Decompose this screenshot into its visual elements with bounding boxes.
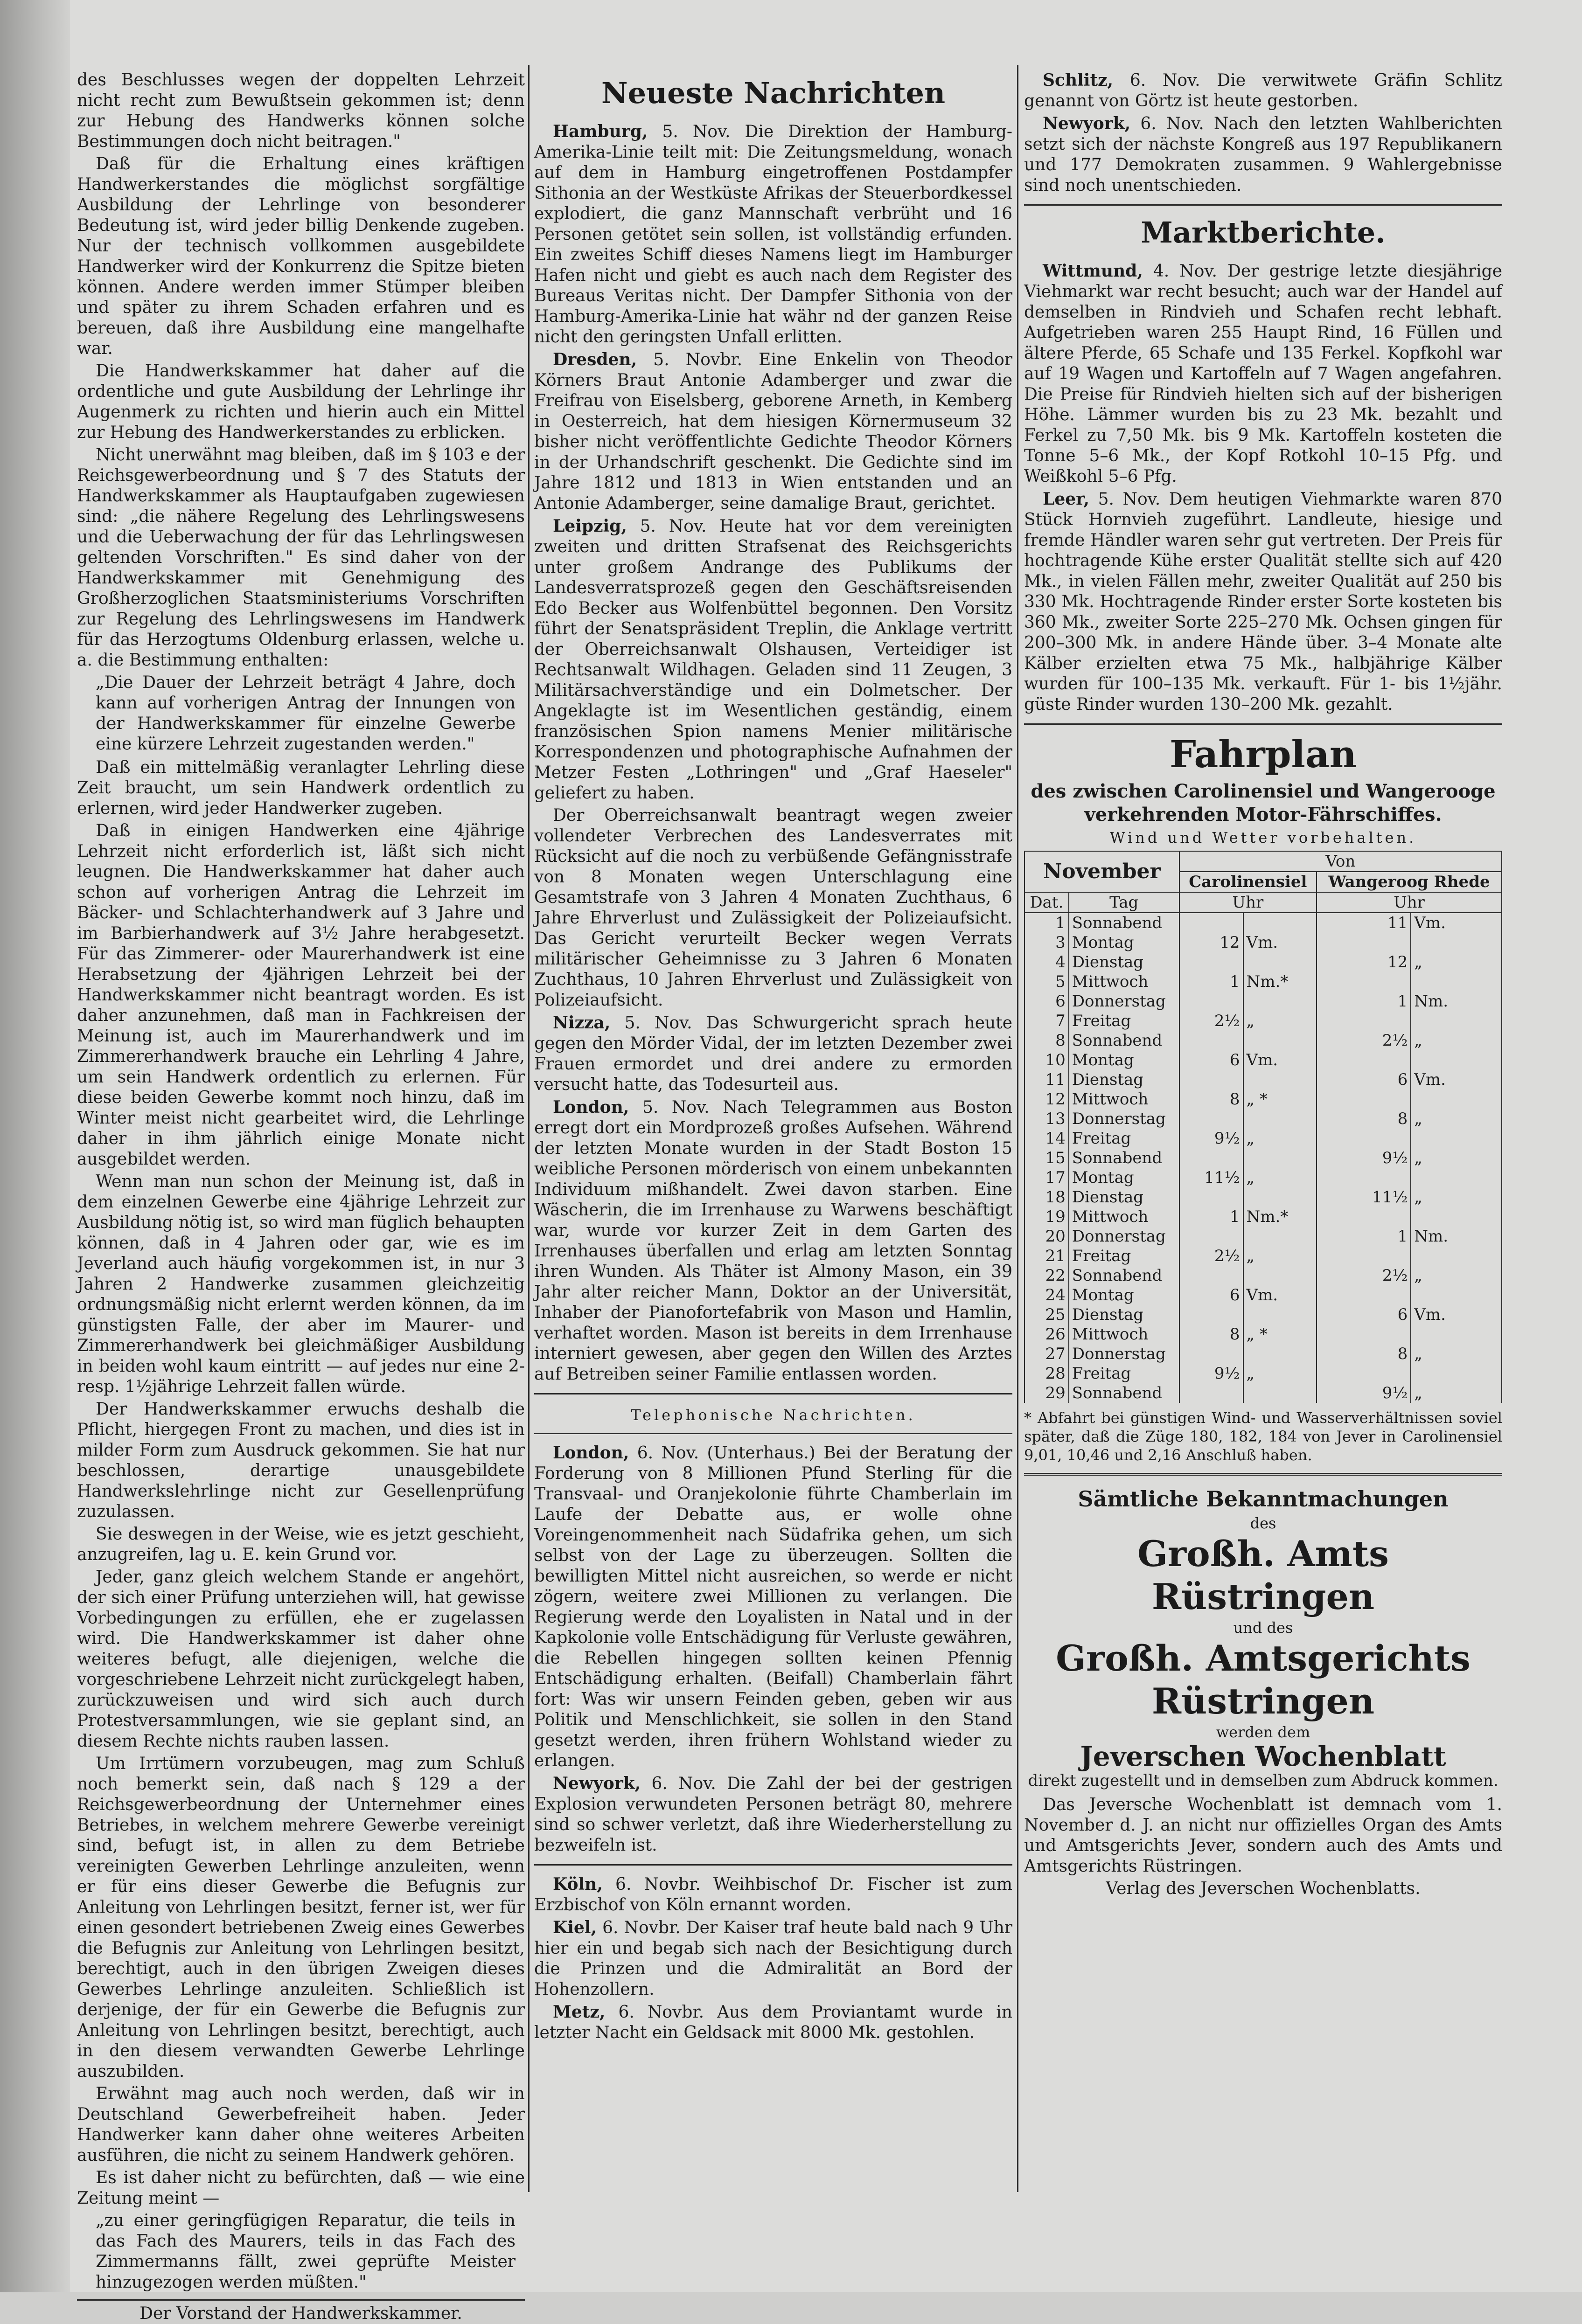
divider [534, 1433, 1012, 1434]
fahrplan-row [1024, 952, 1502, 972]
divider [1024, 723, 1502, 725]
section-title-news: Neueste Nachrichten [601, 76, 946, 110]
row-date: 27 [1024, 1344, 1069, 1364]
carolinensiel-header: Carolinensiel [1179, 872, 1317, 892]
row-day: Freitag [1069, 1129, 1179, 1148]
row-caro-time [1179, 1031, 1243, 1050]
row-caro-time: 9½ [1179, 1129, 1243, 1148]
row-day: Mittwoch [1069, 972, 1179, 992]
row-caro-time: 2½ [1179, 1011, 1243, 1031]
market-text: 5. Nov. Dem heutigen Viehmarkte waren 870 Stück Hornvieh zugeführt. Landleute, hiesige und fremde Händler waren sehr gut vertreten. Der Preis für hochtragende Kühe erster Qualität stellte sich auf 420 Mk., in vielen Fällen mehr, zweiter Qualität auf 250 bis 330 Mk. Hochtragende Rinder erster Sorte kosteten bis 360 Mk., zweiter Sorte 225–270 Mk. Ochsen gingen für 200–300 Mk. in andere Hände über. 3–4 Monate alte Kälber erzielten etwa 75 Mk., halbjährige Kälber wurden für 100–135 Mk. verkauft. Für 1- bis 1½jähr. güste Rinder wurden 130–200 Mk. gezahlt. [1024, 490, 1502, 714]
row-day: Dienstag [1069, 1070, 1179, 1089]
row-caro-unit: „ [1243, 1168, 1317, 1187]
row-day: Freitag [1069, 1246, 1179, 1266]
fahrplan-row [1024, 1129, 1502, 1148]
row-caro-unit [1243, 1109, 1317, 1129]
row-wang-unit: Nm. [1411, 1227, 1502, 1246]
fahrplan-row [1024, 913, 1502, 933]
news-item [534, 805, 1012, 1011]
row-date: 12 [1024, 1089, 1069, 1109]
dateline-place: Metz, [553, 2002, 606, 2022]
paragraph: Daß in einigen Handwerken eine 4jährige Lehrzeit nicht erforderlich ist, läßt sich nicht leugnen. Die Handwerkskammer hat daher auch schon auf vorherigen Antrag die Lehrzeit im Bäcker- und Schlachterhandwerk auf 3 Jahre und im Barbierhandwerk auf 3½ Jahre herabgesetzt. Für das Zimmerer- oder Maurerhandwerk ist eine Herabsetzung der 4jährigen Lehrzeit bei der Handwerkskammer nicht beantragt worden. Es ist daher anzunehmen, daß man in Fachkreisen der Meinung ist, auch im Maurerhandwerk und im Zimmererhandwerk brauche ein Lehrling 4 Jahre, um sein Handwerk ordentlich zu erlernen. Für diese beiden Gewerbe kommt noch hinzu, daß im Winter meist nicht gearbeitet wird, die Lehrlinge daher in ihm jährlich einige Monate nicht ausgebildet werden. [77, 821, 525, 1169]
row-day: Donnerstag [1069, 1344, 1179, 1364]
row-caro-time: 6 [1179, 1050, 1243, 1070]
row-wang-unit: „ [1411, 1266, 1502, 1285]
row-caro-time [1179, 1344, 1243, 1364]
row-date: 17 [1024, 1168, 1069, 1187]
fahrplan-row [1024, 1031, 1502, 1050]
row-date: 10 [1024, 1050, 1069, 1070]
paragraph: des Beschlusses wegen der doppelten Lehrzeit nicht recht zum Bewußtsein gekommen ist; denn zur Hebung des Handwerks können solche Bestimmungen doch nicht beitragen." [77, 70, 525, 151]
row-caro-unit [1243, 1070, 1317, 1089]
row-day: Montag [1069, 1168, 1179, 1187]
row-day: Dienstag [1069, 1187, 1179, 1207]
dateline-place: Kiel, [553, 1918, 597, 1937]
row-date: 28 [1024, 1364, 1069, 1383]
row-wang-time: 12 [1317, 952, 1411, 972]
quotation: „Die Dauer der Lehrzeit beträgt 4 Jahre, doch kann auf vorherigen Antrag der Innungen von der Handwerkskammer für einzelne Gewerbe eine kürzere Lehrzeit zugestanden werden." [96, 673, 516, 754]
fahrplan-row [1024, 992, 1502, 1011]
row-wang-unit [1411, 972, 1502, 992]
row-caro-unit: „ * [1243, 1089, 1317, 1109]
announcement-verlag: Verlag des Jeverschen Wochenblatts. [1106, 1879, 1421, 1898]
fahrplan-subtitle-2: verkehrenden Motor-Fährschiffes. [1084, 804, 1442, 826]
paragraph: Wenn man nun schon der Meinung ist, daß in dem einzelnen Gewerbe eine 4jährige Lehrzeit zur Ausbildung nötig ist, so wird man füglich behaupten können, daß in 4 Jahren oder gar, wie es im Jeverland auch häufig vorgekommen ist, in nur 3 Jahren 2 Handwerke zusammen gleichzeitig ordnungsmäßig nicht erlernt werden können, da im günstigsten Falle, der aber im Maurer- und Zimmererhandwerk bei gleichmäßiger Ausbildung in beiden wohl kaum eintritt — auf jedes nur eine 2- resp. 1½jährige Lehrzeit fallen würde. [77, 1172, 525, 1396]
column-left [77, 70, 525, 2323]
fahrplan-row [1024, 1109, 1502, 1129]
row-caro-unit [1243, 1383, 1317, 1403]
row-day: Donnerstag [1069, 1227, 1179, 1246]
row-caro-unit: Nm.* [1243, 972, 1317, 992]
row-day: Sonnabend [1069, 1148, 1179, 1168]
row-caro-time [1179, 1187, 1243, 1207]
row-wang-unit [1411, 1207, 1502, 1227]
row-date: 26 [1024, 1325, 1069, 1344]
news-text: 5. Nov. Nach Telegrammen aus Boston erregt dort ein Mordprozeß großes Aufsehen. Während der letzten Monate wurden in der Stadt Boston 15 weibliche Personen mörderisch von einem unbekannten Individuum mißhandelt. Zwei davon starben. Eine Wäscherin, die im Irrenhause zu Warwens beschäftigt war, wurde vor kurzer Zeit in dem Garten des Irrenhauses überfallen und erlag am letzten Sonntag ihren Wunden. Als Thäter ist Almony Mason, ein 39 Jahr alter reicher Mann, Doktor an der Universität, Inhaber der Pianofortefabrik von Mason und Hamlin, verhaftet worden. Mason ist bereits in dem Irrenhause interniert gewesen, aber gegen den Willen des Arztes auf Betreiben seiner Familie entlassen worden. [534, 1098, 1012, 1384]
row-wang-unit: Vm. [1411, 913, 1502, 933]
row-caro-unit: „ * [1243, 1325, 1317, 1344]
fahrplan-row [1024, 1011, 1502, 1031]
day-header: Tag [1069, 892, 1179, 913]
news-text: Der Oberreichsanwalt beantragt wegen zweier vollendeter Verbrechen des Landesverrates mit Rücksicht auf die noch zu verbüßende Gefängnisstrafe von 8 Monaten wegen Unterschlagung eine Gesamtstrafe von 3 Jahren 4 Monaten Zuchthaus, 6 Jahre Ehrverlust und Zulässigkeit der Polizeiaufsicht. Das Gericht verurteilt Becker wegen Verrats militärischer Geheimnisse zu 3 Jahren 6 Monaten Zuchthaus, 10 Jahren Ehrverlust und Zulässigkeit von Polizeiaufsicht. [534, 806, 1012, 1010]
wangeroog-header: Wangeroog Rhede [1317, 872, 1502, 892]
fahrplan-subtitle-1: des zwischen Carolinensiel und Wangerooge [1031, 780, 1496, 802]
row-wang-unit [1411, 1168, 1502, 1187]
paragraph: Es ist daher nicht zu befürchten, daß — wie eine Zeitung meint — [77, 2168, 525, 2208]
fahrplan-row [1024, 1344, 1502, 1364]
row-caro-unit: „ [1243, 1011, 1317, 1031]
row-caro-time [1179, 1305, 1243, 1325]
fahrplan-row [1024, 1227, 1502, 1246]
dateline-place: London, [553, 1097, 629, 1117]
row-caro-unit [1243, 1266, 1317, 1285]
row-caro-unit: Vm. [1243, 933, 1317, 952]
fahrplan-row [1024, 1305, 1502, 1325]
paragraph: Daß ein mittelmäßig veranlagter Lehrling diese Zeit braucht, um sein Handwerk ordentlich zu erlernen, wird jeder Handwerker zugeben. [77, 758, 525, 818]
news-item [534, 1097, 1012, 1385]
row-day: Montag [1069, 933, 1179, 952]
row-wang-unit [1411, 1285, 1502, 1305]
news-item [534, 349, 1012, 514]
news-text: 6. Novbr. Der Kaiser traf heute bald nach 9 Uhr hier ein und begab sich nach der Besichtigung durch die Prinzen und die Admiralität an Bord der Hohenzollern. [534, 1918, 1012, 1999]
row-wang-time: 6 [1317, 1070, 1411, 1089]
row-wang-time [1317, 1089, 1411, 1109]
row-day: Mittwoch [1069, 1089, 1179, 1109]
announcement-amt: Großh. Amts Rüstringen [1137, 1533, 1389, 1617]
row-caro-unit [1243, 952, 1317, 972]
row-wang-time: 9½ [1317, 1383, 1411, 1403]
divider [534, 1864, 1012, 1866]
fahrplan-footnote: * Abfahrt bei günstigen Wind- und Wasserverhältnissen soviel später, daß die Züge 180, 182, 184 von Jever in Carolinensiel 9,01, 10,46 und 2,16 Anschluß haben. [1024, 1409, 1502, 1464]
row-wang-unit [1411, 1364, 1502, 1383]
row-wang-time [1317, 1050, 1411, 1070]
row-caro-time [1179, 913, 1243, 933]
dateline-place: Leer, [1043, 489, 1090, 509]
announcement-block [1024, 1484, 1502, 1899]
news-item [534, 1443, 1012, 1771]
fahrplan-row [1024, 1285, 1502, 1305]
row-wang-unit [1411, 1129, 1502, 1148]
date-header: Dat. [1024, 892, 1069, 913]
row-caro-time: 12 [1179, 933, 1243, 952]
row-caro-unit [1243, 913, 1317, 933]
row-day: Freitag [1069, 1364, 1179, 1383]
row-caro-unit [1243, 1305, 1317, 1325]
row-wang-time [1317, 972, 1411, 992]
signature-line: Der Vorstand der Handwerkskammer. [77, 2299, 525, 2324]
row-wang-time: 8 [1317, 1344, 1411, 1364]
row-wang-unit [1411, 933, 1502, 952]
from-header: Von [1179, 851, 1502, 872]
row-caro-time [1179, 1227, 1243, 1246]
announcement-werden: werden dem [1216, 1723, 1310, 1741]
market-item [1024, 261, 1502, 487]
column-rule-2 [1017, 65, 1018, 2192]
page-gutter-shadow [0, 0, 70, 2292]
fahrplan-row [1024, 1089, 1502, 1109]
row-wang-time [1317, 1285, 1411, 1305]
row-wang-time [1317, 1011, 1411, 1031]
announcement-body: Das Jeversche Wochenblatt ist demnach vom 1. November d. J. an nicht nur offizielles Organ des Amts und Amtsgerichts Jever, sondern auch des Amts und Amtsgerichts Rüstringen. [1024, 1795, 1502, 1876]
row-date: 5 [1024, 972, 1069, 992]
announcement-und-des: und des [1233, 1619, 1293, 1637]
column-rule-1 [528, 65, 530, 2192]
news-item [534, 1874, 1012, 1915]
row-wang-time [1317, 1207, 1411, 1227]
row-date: 29 [1024, 1383, 1069, 1403]
row-day: Montag [1069, 1050, 1179, 1070]
row-wang-time: 9½ [1317, 1148, 1411, 1168]
row-wang-unit [1411, 1325, 1502, 1344]
row-caro-time [1179, 952, 1243, 972]
announcement-direkt: direkt zugestellt und in demselben zum Abdruck kommen. [1028, 1771, 1498, 1790]
news-item [534, 1013, 1012, 1095]
news-item [1024, 70, 1502, 111]
row-caro-time: 1 [1179, 972, 1243, 992]
row-date: 3 [1024, 933, 1069, 952]
row-caro-unit: „ [1243, 1364, 1317, 1383]
row-caro-time: 9½ [1179, 1364, 1243, 1383]
row-caro-unit [1243, 1031, 1317, 1050]
row-date: 21 [1024, 1246, 1069, 1266]
market-text: 4. Nov. Der gestrige letzte diesjährige Viehmarkt war recht besucht; auch war der Handel auf demselben in Rindvieh und Schafen recht lebhaft. Aufgetrieben waren 255 Haupt Rind, 16 Füllen und ältere Pferde, 65 Schafe und 135 Ferkel. Kopfkohl war auf 19 Wagen und Kartoffeln auf 7 Wagen angefahren. Die Preise für Rindvieh hielten sich auf der bisherigen Höhe. Lämmer wurden bis zu 23 Mk. bezahlt und Ferkel zu 7,50 Mk. bis 9 Mk. Kartoffeln kosteten die Tonne 5–6 Mk., der Kopf Rotkohl 10–15 Pfg. und Weißkohl 5–6 Pfg. [1024, 262, 1503, 486]
news-item [534, 1773, 1012, 1856]
fahrplan-row [1024, 1266, 1502, 1285]
fahrplan-row [1024, 1070, 1502, 1089]
fahrplan-block [1024, 733, 1502, 1464]
row-caro-unit [1243, 1187, 1317, 1207]
row-wang-time: 8 [1317, 1109, 1411, 1129]
row-wang-time: 1 [1317, 992, 1411, 1011]
news-text: 6. Nov. Die verwitwete Gräfin Schlitz genannt von Görtz ist heute gestorben. [1024, 71, 1502, 111]
section-title-telephone: Telephonische Nachrichten. [631, 1406, 916, 1424]
row-date: 8 [1024, 1031, 1069, 1050]
paragraph: Der Handwerkskammer erwuchs deshalb die Pflicht, hiergegen Front zu machen, und dies ist in milder Form zum Ausdruck gekommen. Sie hat nur beschlossen, derartige unausgebildete Handwerkslehrlinge nicht zur Gesellenprüfung zuzulassen. [77, 1400, 525, 1521]
row-caro-unit [1243, 1148, 1317, 1168]
row-caro-unit: Nm.* [1243, 1207, 1317, 1227]
row-day: Montag [1069, 1285, 1179, 1305]
row-caro-time: 1 [1179, 1207, 1243, 1227]
news-text: 6. Novbr. Aus dem Proviantamt wurde in letzter Nacht ein Geldsack mit 8000 Mk. gestohlen. [534, 2003, 1012, 2042]
row-day: Donnerstag [1069, 992, 1179, 1011]
paragraph: Sie deswegen in der Weise, wie es jetzt geschieht, anzugreifen, lag u. E. kein Grund vor. [77, 1525, 525, 1564]
row-date: 20 [1024, 1227, 1069, 1246]
fahrplan-title: Fahrplan [1170, 732, 1357, 776]
row-caro-time [1179, 1148, 1243, 1168]
row-date: 1 [1024, 913, 1069, 933]
row-date: 14 [1024, 1129, 1069, 1148]
row-caro-time [1179, 992, 1243, 1011]
row-date: 25 [1024, 1305, 1069, 1325]
paragraph: Um Irrtümern vorzubeugen, mag zum Schluß noch bemerkt sein, daß nach § 129 a der Reichsgewerbeordnung der Unternehmer eines Betriebes, in welchem mehrere Gewerbe vereinigt sind, befugt ist, in allen zu dem Betriebe vereinigten Gewerben Lehrlinge anzuleiten, wenn er für eins dieser Gewerbe die Befugnis zur Anleitung von Lehrlingen besitzt, ferner ist, wer für einen gesondert betriebenen Zweig eines Gewerbes die Befugnis zur Anleitung von Lehrlingen besitzt, berechtigt, auch in den übrigen Zweigen dieses Gewerbes Lehrlinge anzuleiten. Schließlich ist derjenige, der für ein Gewerbe die Befugnis zur Anleitung von Lehrlingen besitzt, berechtigt, auch in den diesem verwandten Gewerbe Lehrlinge auszubilden. [77, 1754, 525, 2081]
divider [534, 1393, 1012, 1394]
row-date: 13 [1024, 1109, 1069, 1129]
row-day: Mittwoch [1069, 1325, 1179, 1344]
row-wang-unit [1411, 1246, 1502, 1266]
row-caro-unit: Vm. [1243, 1050, 1317, 1070]
fahrplan-note: Wind und Wetter vorbehalten. [1109, 829, 1417, 846]
fahrplan-row [1024, 1383, 1502, 1403]
row-day: Freitag [1069, 1011, 1179, 1031]
news-item [534, 121, 1012, 347]
row-wang-unit: Vm. [1411, 1305, 1502, 1325]
fahrplan-table [1024, 851, 1502, 1403]
row-wang-time [1317, 1364, 1411, 1383]
row-caro-unit [1243, 992, 1317, 1011]
row-wang-time: 2½ [1317, 1266, 1411, 1285]
row-wang-unit: „ [1411, 1109, 1502, 1129]
row-wang-time: 11½ [1317, 1187, 1411, 1207]
fahrplan-row [1024, 1148, 1502, 1168]
row-day: Sonnabend [1069, 1266, 1179, 1285]
row-day: Sonnabend [1069, 1031, 1179, 1050]
row-wang-unit [1411, 1050, 1502, 1070]
time-header-wang: Uhr [1317, 892, 1502, 913]
row-date: 7 [1024, 1011, 1069, 1031]
column-right [1024, 70, 1502, 2292]
row-date: 4 [1024, 952, 1069, 972]
row-caro-unit [1243, 1227, 1317, 1246]
paragraph: Nicht unerwähnt mag bleiben, daß im § 103 e der Reichsgewerbeordnung und § 7 des Statuts der Handwerkskammer als Hauptaufgaben zugewiesen sind: „die nähere Regelung des Lehrlingswesens und die Ueberwachung der für das Lehrlingswesen geltenden Vorschriften." Es sind daher von der Handwerkskammer mit Genehmigung des Großherzoglichen Staatsministeriums Vorschriften zur Regelung des Lehrlingswesens im Handwerk für das Herzogtums Oldenburg erlassen, welche u. a. die Bestimmung enthalten: [77, 445, 525, 670]
row-day: Sonnabend [1069, 913, 1179, 933]
column-middle [534, 70, 1012, 2292]
row-wang-unit: „ [1411, 1383, 1502, 1403]
news-item [1024, 113, 1502, 196]
row-caro-time: 2½ [1179, 1246, 1243, 1266]
dateline-place: Newyork, [553, 1774, 641, 1793]
market-item [1024, 489, 1502, 715]
row-day: Mittwoch [1069, 1207, 1179, 1227]
month-header: November [1024, 851, 1179, 892]
news-text: 6. Nov. Die Zahl der bei der gestrigen Explosion verwundeten Personen beträgt 80, mehrere sind so schwer verletzt, daß ihre Wiederherstellung zu bezweifeln ist. [534, 1774, 1012, 1855]
row-day: Dienstag [1069, 952, 1179, 972]
row-wang-time [1317, 1129, 1411, 1148]
row-caro-time [1179, 1266, 1243, 1285]
row-wang-time: 1 [1317, 1227, 1411, 1246]
dateline-place: Newyork, [1043, 114, 1131, 133]
row-caro-time: 8 [1179, 1089, 1243, 1109]
row-wang-unit: „ [1411, 1344, 1502, 1364]
row-wang-unit [1411, 1011, 1502, 1031]
row-wang-unit: „ [1411, 1148, 1502, 1168]
fahrplan-row [1024, 1050, 1502, 1070]
dateline-place: Wittmund, [1043, 261, 1143, 281]
row-wang-time [1317, 1168, 1411, 1187]
row-caro-unit: „ [1243, 1129, 1317, 1148]
time-header-caro: Uhr [1179, 892, 1317, 913]
row-caro-time [1179, 1109, 1243, 1129]
announcement-amtsgericht: Großh. Amtsgerichts Rüstringen [1056, 1637, 1470, 1722]
news-text: 6. Novbr. Weihbischof Dr. Fischer ist zum Erzbischof von Köln ernannt worden. [534, 1875, 1013, 1915]
announcement-line-1: Sämtliche Bekanntmachungen [1078, 1486, 1449, 1512]
row-caro-time: 6 [1179, 1285, 1243, 1305]
divider [1024, 204, 1502, 206]
dateline-place: Leipzig, [553, 516, 627, 536]
row-wang-time [1317, 1325, 1411, 1344]
news-text: 5. Nov. Heute hat vor dem vereinigten zweiten und dritten Strafsenat des Reichsgerichts unter großem Andrange des Publikums der Landesverratsprozeß gegen den Geschäftsreisenden Edo Becker aus Wolfenbüttel begonnen. Den Vorsitz führt der Senatspräsident Treplin, die Anklage vertritt der Oberreichsanwalt Olshausen, Verteidiger ist Rechtsanwalt Wildhagen. Geladen sind 11 Zeugen, 3 Militärsachverständige und ein Dolmetscher. Der Angeklagte ist im Wesentlichen geständig, einem französischen Spion namens Menier militärische Korrespondenzen und photographische Aufnahmen der Metzer Festen „Lothringen" und „Graf Haeseler" geliefert zu haben. [534, 517, 1012, 803]
fahrplan-row [1024, 933, 1502, 952]
row-wang-time [1317, 933, 1411, 952]
row-date: 24 [1024, 1285, 1069, 1305]
row-wang-time: 6 [1317, 1305, 1411, 1325]
news-text: 6. Nov. (Unterhaus.) Bei der Beratung der Forderung von 8 Millionen Pfund Sterling für die Transvaal- und Oranjekolonie führte Chamberlain im Laufe der Debatte aus, er wolle ohne Voreingenommenheit nach Südafrika gehen, um sich selbst von der Lage zu überzeugen. Sollten die bewilligten Mittel nicht ausreichen, so werde er nicht zögern, weitere zwei Millionen zu verlangen. Die Regierung werde den Loyalisten in Natal und in der Kapkolonie volle Entschädigung für Verluste gewähren, die Rebellen hingegen sollten keinen Pfennig Entschädigung erhalten. (Beifall) Chamberlain fährt fort: Was wir unsern Feinden geben, geben wir aus Politik und Menschlichkeit, sie sollen in den Stand gesetzt werden, ihren frühern Wohlstand wieder zu erlangen. [534, 1443, 1012, 1770]
row-day: Donnerstag [1069, 1109, 1179, 1129]
quotation: „zu einer geringfügigen Reparatur, die teils in das Fach des Maurers, teils in das Fach des Zimmermanns fällt, zwei geprüfte Meister hinzugezogen werden müßten." [96, 2211, 516, 2292]
dateline-place: Nizza, [553, 1013, 611, 1033]
paragraph: Daß für die Erhaltung eines kräftigen Handwerkerstandes die möglichst sorgfältige Ausbildung der Lehrlinge von besonderer Bedeutung ist, wird jeder billig Denkende zugeben. Nur der technisch vollkommen ausgebildete Handwerker wird der Konkurrenz die Spitze bieten können. Andere werden immer Stümper bleiben und später zu ihrem Schaden erfahren und es bereuen, daß ihre Ausbildung eine mangelhafte war. [77, 154, 525, 358]
news-item [534, 516, 1012, 804]
dateline-place: Hamburg, [553, 122, 648, 141]
fahrplan-row [1024, 1187, 1502, 1207]
row-caro-time [1179, 1383, 1243, 1403]
dateline-place: London, [553, 1443, 629, 1463]
news-item [534, 2002, 1012, 2043]
section-title-market: Marktberichte. [1141, 215, 1386, 250]
row-day: Dienstag [1069, 1305, 1179, 1325]
news-text: 5. Novbr. Eine Enkelin von Theodor Körners Braut Antonie Adamberger und zwar die Freifrau von Eiselsberg, geborene Arneth, in Kemberg in Oesterreich, hat dem hiesigen Körnermuseum 32 bisher nicht veröffentlichte Gedichte Theodor Körners in der Urhandschrift geschenkt. Die Gedichte sind im Jahre 1812 und 1813 in Wien entstanden und an Antonie Adamberger, seine damalige Braut, gerichtet. [534, 350, 1012, 513]
row-date: 18 [1024, 1187, 1069, 1207]
row-wang-time: 2½ [1317, 1031, 1411, 1050]
row-date: 15 [1024, 1148, 1069, 1168]
row-caro-time: 8 [1179, 1325, 1243, 1344]
row-date: 22 [1024, 1266, 1069, 1285]
news-text: 5. Nov. Das Schwurgericht sprach heute gegen den Mörder Vidal, der im letzten Dezember zwei Frauen ermordet und drei andere zu ermorden versucht hatte, das Todesurteil aus. [534, 1013, 1012, 1094]
row-wang-unit: Nm. [1411, 992, 1502, 1011]
paragraph: Die Handwerkskammer hat daher auf die ordentliche und gute Ausbildung der Lehrlinge ihr Augenmerk zu richten und hierin auch ein Mittel zur Hebung des Handwerkerstandes zu erblicken. [77, 361, 525, 442]
row-date: 6 [1024, 992, 1069, 1011]
fahrplan-row [1024, 972, 1502, 992]
dateline-place: Dresden, [553, 350, 637, 369]
fahrplan-row [1024, 1325, 1502, 1344]
row-caro-time: 11½ [1179, 1168, 1243, 1187]
row-wang-time [1317, 1246, 1411, 1266]
row-wang-unit: „ [1411, 1187, 1502, 1207]
row-wang-unit: „ [1411, 952, 1502, 972]
row-wang-unit: Vm. [1411, 1070, 1502, 1089]
fahrplan-row [1024, 1364, 1502, 1383]
news-text: 5. Nov. Die Direktion der Hamburg-Amerika-Linie teilt mit: Die Zeitungsmeldung, wonach auf dem in Hamburg eingetroffenen Postdampfer Sithonia an der Westküste Afrikas der Steuerbordkessel explodiert, die ganz Mannschaft verbrüht und 16 Personen getötet sein sollen, ist vollständig erfunden. Ein zweites Schiff dieses Namens liegt im Hamburger Hafen nicht und giebt es auch nach dem Register des Bureaus Veritas nicht. Der Dampfer Sithonia von der Hamburg-Amerika-Linie hat währ nd der ganzen Reise nicht den geringsten Unfall erlitten. [534, 122, 1012, 347]
row-caro-unit: „ [1243, 1246, 1317, 1266]
dateline-place: Köln, [553, 1874, 603, 1894]
row-wang-unit: „ [1411, 1031, 1502, 1050]
paragraph: Erwähnt mag auch noch werden, daß wir in Deutschland Gewerbefreiheit haben. Jeder Handwerker kann daher ohne weiteres Arbeiten ausführen, die nicht zu seinem Handwerk gehören. [77, 2084, 525, 2165]
fahrplan-row [1024, 1246, 1502, 1266]
row-caro-unit [1243, 1344, 1317, 1364]
row-day: Sonnabend [1069, 1383, 1179, 1403]
news-text: 6. Nov. Nach den letzten Wahlberichten setzt sich der nächste Kongreß aus 197 Republikanern und 177 Demokraten zusammen. 9 Wahlergebnisse sind noch unentschieden. [1024, 114, 1502, 195]
news-item [534, 1917, 1012, 2000]
row-date: 19 [1024, 1207, 1069, 1227]
row-wang-unit [1411, 1089, 1502, 1109]
paragraph: Jeder, ganz gleich welchem Stande er angehört, der sich einer Prüfung unterziehen will, hat gewisse Vorbedingungen zu erfüllen, ehe er zugelassen wird. Die Handwerkskammer ist daher ohne weiteres befugt, alle diejenigen, welche die vorgeschriebene Lehrzeit nicht zurückgelegt haben, zurückzuweisen und wird sich auch durch Protestversammlungen, wie sie geplant sind, an diesem Rechte nichts rauben lassen. [77, 1568, 525, 1751]
row-caro-unit: Vm. [1243, 1285, 1317, 1305]
row-date: 11 [1024, 1070, 1069, 1089]
row-wang-time: 11 [1317, 913, 1411, 933]
announcement-wochenblatt: Jeverschen Wochenblatt [1080, 1741, 1446, 1772]
fahrplan-row [1024, 1168, 1502, 1187]
row-caro-time [1179, 1070, 1243, 1089]
divider [1024, 1473, 1502, 1476]
dateline-place: Schlitz, [1043, 70, 1114, 90]
fahrplan-row [1024, 1207, 1502, 1227]
announcement-des: des [1250, 1514, 1276, 1532]
